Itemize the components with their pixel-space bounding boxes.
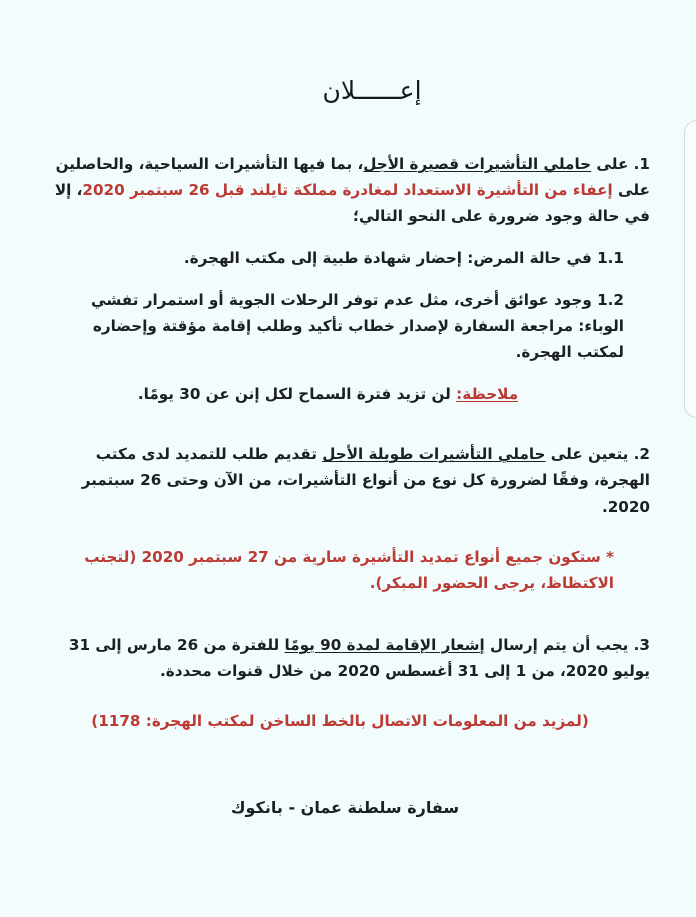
hotline-note: (لمزيد من المعلومات الاتصال بالخط الساخن لمكتب الهجرة: 1178) [91,712,589,731]
page-title: إعــــــلان [322,76,422,105]
clause-2-underlined-term: حاملي التأشيرات طويلة الأجل [322,445,546,464]
clause-3-after: للفترة من 26 مارس إلى 31 يوليو 2020، من 1 إلى 31 أغسطس 2020 من خلال قنوات محددة. [68,636,650,681]
clause-1-underlined-term: حاملي التأشيرات قصيرة الأجل [363,155,592,173]
clause-1-after: ، بما فيها التأشيرات السياحية، والحاصلين على [55,155,650,200]
clause-1-2: 1.2 وجود عوائق أخرى، مثل عدم توفر الرحلات الجوية أو استمرار تفشي الوباء: مراجعة السفارة لإصدار خطاب تأكيد وطلب إقامة مؤقتة وإحضاره لمكتب الهجرة. [90,290,624,362]
clause-2-lead: 2. يتعين على [545,445,650,464]
clause-2-after: تقديم طلب للتمديد لدى مكتب الهجرة، وفقًا لضرورة كل نوع من أنواع التأشيرات، من الآن وحتى 26 سبتمبر 2020. [81,445,650,516]
clause-1-1: 1.1 في حالة المرض: إحضار شهادة طبية إلى مكتب الهجرة. [183,249,624,268]
clause-1 [46,151,650,229]
note-text: لن تزيد فترة السماح لكل إنن عن 30 يومًا. [137,385,457,404]
clause-3 [46,632,650,684]
starred-note: * ستكون جميع أنواع تمديد التأشيرة سارية من 27 سبتمبر 2020 (لتجنب الاكتظاظ، يرجى الحضور المبكر). [84,547,614,592]
clause-3-lead: 3. يجب أن يتم إرسال [484,636,650,655]
clause-1-lead: 1. على [591,155,650,173]
note-label: ملاحظة: [456,385,519,404]
signature: سفارة سلطنة عمان - بانكوك [230,798,460,818]
clause-1-highlight: إعفاء من التأشيرة الاستعداد لمغادرة مملكة تايلند قبل 26 سبتمبر 2020 [82,181,613,200]
clause-3-underlined-term: إشعار الإقامة لمدة 90 يومًا [284,636,485,655]
note-line [46,381,650,407]
clause-1-tail: ، إلا في حالة وجود ضرورة على النحو التالي؛ [54,181,650,226]
clause-2 [46,441,650,519]
